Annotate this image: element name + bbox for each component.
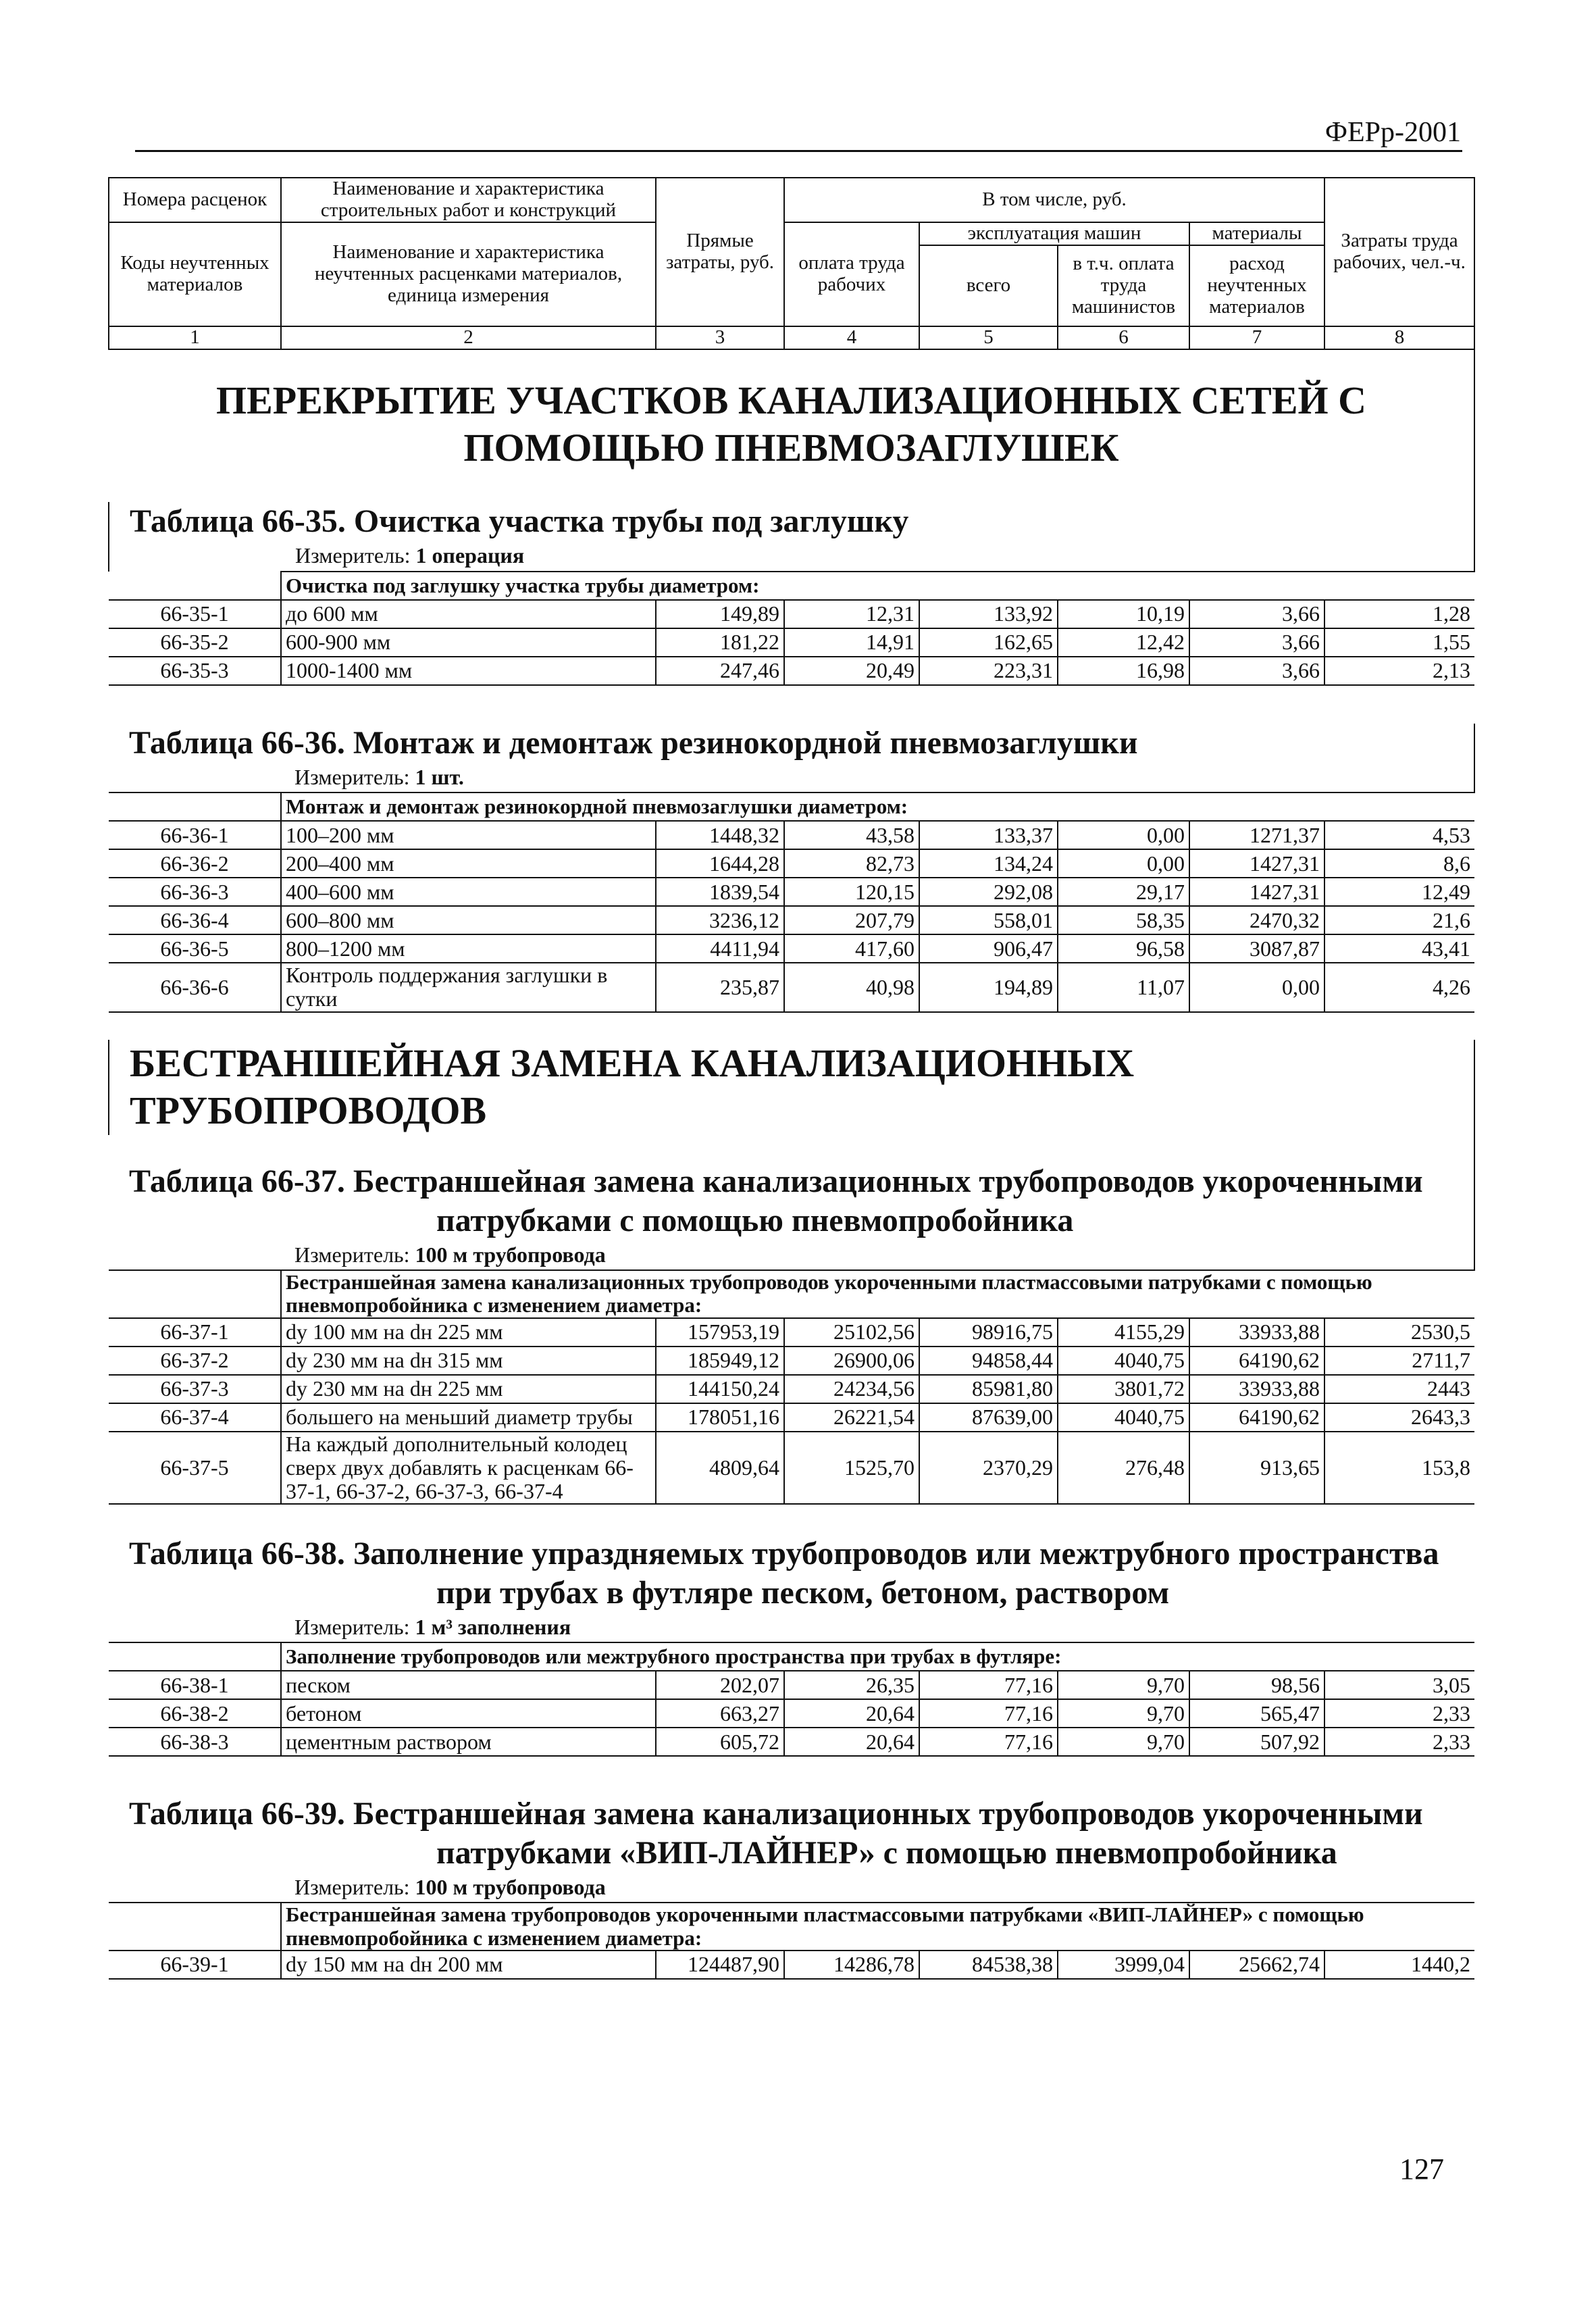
table-66-39-body [109,1951,1474,1979]
title-line-2: патрубками с помощью пневмопробойника [436,1202,1074,1238]
table-66-36-title: Таблица 66-36. Монтаж и демонтаж резинокордной пневмозаглушки [109,724,1474,763]
table-66-36-body [109,821,1474,1011]
cell-value: 43,41 [1324,934,1474,963]
rate-code: 66-36-3 [109,878,281,906]
work-name: Контроль поддержания заглушки в сутки [281,963,656,1011]
measure-value: 1 операция [415,543,525,568]
table-66-35-title: Таблица 66-35. Очистка участка трубы под заглушку [109,502,1474,541]
rate-code: 66-38-3 [109,1728,281,1756]
col-number: 2 [281,326,656,349]
cell-value: 906,47 [919,934,1058,963]
cell-value: 20,49 [784,657,919,685]
cell-value: 1839,54 [656,878,784,906]
cell-value: 3087,87 [1189,934,1324,963]
column-numbers-row [109,326,1474,349]
rate-code: 66-35-3 [109,657,281,685]
table-group-heading: Очистка под заглушку участка трубы диаметром: [281,572,1474,600]
cell-value: 3236,12 [656,906,784,934]
cell-value: 0,00 [1058,849,1189,878]
cell-value: 913,65 [1189,1432,1324,1505]
cell-value: 417,60 [784,934,919,963]
table-row [109,934,1474,963]
col-number: 3 [656,326,784,349]
table-66-37-body [109,1318,1474,1505]
col1-top-header: Номера расценок [109,178,281,222]
cell-value: 162,65 [919,628,1058,657]
rate-code: 66-36-1 [109,821,281,849]
cell-value: 21,6 [1324,906,1474,934]
rate-code: 66-37-1 [109,1318,281,1347]
cell-value: 4,53 [1324,821,1474,849]
cell-value: 235,87 [656,963,784,1011]
cell-value: 153,8 [1324,1432,1474,1505]
cell-value: 2,33 [1324,1699,1474,1728]
cell-value: 202,07 [656,1671,784,1699]
cell-value: 1,55 [1324,628,1474,657]
rate-code: 66-35-1 [109,600,281,628]
col-number: 4 [784,326,919,349]
measure-label: Измеритель: [294,1242,410,1267]
cell-value: 20,64 [784,1699,919,1728]
table-66-39-title [109,1794,1474,1872]
cell-value: 605,72 [656,1728,784,1756]
cell-value: 663,27 [656,1699,784,1728]
cell-value: 20,64 [784,1728,919,1756]
cell-value: 2530,5 [1324,1318,1474,1347]
cell-value: 276,48 [1058,1432,1189,1505]
cell-value: 43,58 [784,821,919,849]
table-row [109,1318,1474,1347]
cell-value: 185949,12 [656,1347,784,1375]
rate-code: 66-38-2 [109,1699,281,1728]
rate-code: 66-38-1 [109,1671,281,1699]
cell-value: 87639,00 [919,1403,1058,1432]
table-row [109,821,1474,849]
title-line-1: Таблица 66-39. Бестраншейная замена канализационных трубопроводов укороченными [129,1796,1423,1832]
rate-code: 66-36-4 [109,906,281,934]
cell-value: 4809,64 [656,1432,784,1505]
document-code: ФЕРр-2001 [1324,117,1461,148]
table-group-heading: Заполнение трубопроводов или межтрубного пространства при трубах в футляре: [281,1642,1474,1671]
measure-value: 1 шт. [415,764,464,789]
work-name: dу 230 мм на dн 315 мм [281,1347,656,1375]
cell-value: 64190,62 [1189,1347,1324,1375]
table-66-38-title [109,1534,1474,1612]
col-number: 7 [1189,326,1324,349]
col2-bottom-header: Наименование и характеристика неучтенных расценками материалов, единица измерения [281,222,656,326]
work-name: 400–600 мм [281,878,656,906]
cell-value: 26221,54 [784,1403,919,1432]
table-row [109,963,1474,1011]
cell-value: 558,01 [919,906,1058,934]
rate-code: 66-36-5 [109,934,281,963]
cell-value: 9,70 [1058,1728,1189,1756]
rate-code: 66-36-6 [109,963,281,1011]
rate-code: 66-37-5 [109,1432,281,1505]
cell-value: 3999,04 [1058,1951,1189,1979]
cell-value: 1525,70 [784,1432,919,1505]
cell-value: 292,08 [919,878,1058,906]
cell-value: 25102,56 [784,1318,919,1347]
cell-value: 2370,29 [919,1432,1058,1505]
col-number: 8 [1324,326,1474,349]
cell-value: 85981,80 [919,1375,1058,1403]
cell-value: 133,37 [919,821,1058,849]
col-number: 6 [1058,326,1189,349]
cell-value: 2470,32 [1189,906,1324,934]
cell-value: 11,07 [1058,963,1189,1011]
header-row-1 [109,178,1474,222]
measure-value: 100 м трубопровода [415,1874,606,1899]
cell-value: 77,16 [919,1699,1058,1728]
cell-value: 58,35 [1058,906,1189,934]
table-row [109,1671,1474,1699]
cell-value: 8,6 [1324,849,1474,878]
cell-value: 3,66 [1189,657,1324,685]
cell-value: 2711,7 [1324,1347,1474,1375]
work-name: 200–400 мм [281,849,656,878]
col7-header: расход неучтенных материалов [1189,245,1324,326]
cell-value: 1,28 [1324,600,1474,628]
cell-value: 4040,75 [1058,1347,1189,1375]
cell-value: 64190,62 [1189,1403,1324,1432]
cell-value: 12,42 [1058,628,1189,657]
col5-header: всего [919,245,1058,326]
cell-value: 1427,31 [1189,878,1324,906]
cell-value: 96,58 [1058,934,1189,963]
measure-label: Измеритель: [294,764,410,789]
cell-value: 84538,38 [919,1951,1058,1979]
cell-value: 2643,3 [1324,1403,1474,1432]
cell-value: 134,24 [919,849,1058,878]
cell-value: 2,13 [1324,657,1474,685]
table-row [109,849,1474,878]
cell-value: 33933,88 [1189,1318,1324,1347]
work-name: 800–1200 мм [281,934,656,963]
cell-value: 3,05 [1324,1671,1474,1699]
header-row-2 [109,222,1474,245]
cell-value: 2443 [1324,1375,1474,1403]
cell-value: 9,70 [1058,1699,1189,1728]
work-name: 600–800 мм [281,906,656,934]
section-title-2: БЕСТРАНШЕЙНАЯ ЗАМЕНА КАНАЛИЗАЦИОННЫХ ТРУБОПРОВОДОВ [109,1040,1474,1136]
title-line-2: при трубах в футляре песком, бетоном, раствором [436,1574,1170,1611]
cell-value: 1271,37 [1189,821,1324,849]
cell-value: 14286,78 [784,1951,919,1979]
cell-value: 124487,90 [656,1951,784,1979]
cell-value: 1448,32 [656,821,784,849]
cell-value: 25662,74 [1189,1951,1324,1979]
breakdown-group-header: В том числе, руб. [784,178,1324,222]
work-name: На каждый дополнительный колодец сверх двух добавлять к расценкам 66-37-1, 66-37-2, 66-37-3, 66-37-4 [281,1432,656,1505]
header-rule [135,150,1462,152]
page-number: 127 [1399,2153,1444,2186]
work-name: бетоном [281,1699,656,1728]
work-name: до 600 мм [281,600,656,628]
cell-value: 181,22 [656,628,784,657]
cell-value: 149,89 [656,600,784,628]
cell-value: 26900,06 [784,1347,919,1375]
table-row [109,1728,1474,1756]
table-row [109,1403,1474,1432]
col8-header: Затраты труда рабочих, чел.-ч. [1324,178,1474,326]
work-name: большего на меньший диаметр трубы [281,1403,656,1432]
col-number: 5 [919,326,1058,349]
work-name: dу 100 мм на dн 225 мм [281,1318,656,1347]
cell-value: 0,00 [1058,821,1189,849]
work-name: 1000-1400 мм [281,657,656,685]
cell-value: 247,46 [656,657,784,685]
table-row [109,1375,1474,1403]
cell-value: 1644,28 [656,849,784,878]
machines-group-header: эксплуатация машин [919,222,1189,245]
table-group-heading: Бестраншейная замена канализационных трубопроводов укороченными пластмассовыми патрубками с помощью пневмопробойника с изменением диаметра: [281,1270,1474,1317]
work-name: песком [281,1671,656,1699]
col3-header: Прямые затраты, руб. [656,178,784,326]
measure-label: Измеритель: [294,1874,410,1899]
rate-code: 66-37-4 [109,1403,281,1432]
title-line-2: патрубками «ВИП-ЛАЙНЕР» с помощью пневмопробойника [436,1834,1337,1871]
cell-value: 2,33 [1324,1728,1474,1756]
table-row [109,657,1474,685]
rate-code: 66-39-1 [109,1951,281,1979]
cell-value: 82,73 [784,849,919,878]
cell-value: 29,17 [1058,878,1189,906]
cell-value: 3,66 [1189,628,1324,657]
title-line-1: Таблица 66-37. Бестраншейная замена канализационных трубопроводов укороченными [129,1163,1423,1200]
table-row [109,906,1474,934]
cell-value: 194,89 [919,963,1058,1011]
rate-code: 66-36-2 [109,849,281,878]
measure-value: 1 м³ заполнения [415,1614,571,1639]
cell-value: 157953,19 [656,1318,784,1347]
cell-value: 12,49 [1324,878,1474,906]
rate-code: 66-35-2 [109,628,281,657]
cell-value: 9,70 [1058,1671,1189,1699]
cell-value: 507,92 [1189,1728,1324,1756]
cell-value: 4,26 [1324,963,1474,1011]
cell-value: 98916,75 [919,1318,1058,1347]
cell-value: 26,35 [784,1671,919,1699]
cell-value: 4155,29 [1058,1318,1189,1347]
measure-label: Измеритель: [295,543,411,568]
table-group-heading: Монтаж и демонтаж резинокордной пневмозаглушки диаметром: [281,793,1474,821]
col1-bottom-header: Коды неучтенных материалов [109,222,281,326]
table-row [109,1347,1474,1375]
cell-value: 207,79 [784,906,919,934]
section-title-1: ПЕРЕКРЫТИЕ УЧАСТКОВ КАНАЛИЗАЦИОННЫХ СЕТЕЙ С ПОМОЩЬЮ ПНЕВМОЗАГЛУШЕК [109,377,1474,473]
title-line-1: Таблица 66-38. Заполнение упраздняемых трубопроводов или межтрубного пространства [129,1536,1439,1572]
work-name: 600-900 мм [281,628,656,657]
rate-code: 66-37-3 [109,1375,281,1403]
table-row [109,600,1474,628]
cell-value: 33933,88 [1189,1375,1324,1403]
cell-value: 16,98 [1058,657,1189,685]
cell-value: 94858,44 [919,1347,1058,1375]
cell-value: 1440,2 [1324,1951,1474,1979]
cell-value: 565,47 [1189,1699,1324,1728]
table-row [109,878,1474,906]
col-number: 1 [109,326,281,349]
cell-value: 0,00 [1189,963,1324,1011]
measure-label: Измеритель: [294,1614,410,1639]
table-row [109,1699,1474,1728]
table-row [109,1432,1474,1505]
work-name: цементным раствором [281,1728,656,1756]
cell-value: 3,66 [1189,600,1324,628]
table-66-38-body [109,1671,1474,1756]
cell-value: 223,31 [919,657,1058,685]
cell-value: 3801,72 [1058,1375,1189,1403]
rate-code: 66-37-2 [109,1347,281,1375]
col2-top-header: Наименование и характеристика строительных работ и конструкций [281,178,656,222]
cell-value: 40,98 [784,963,919,1011]
cell-value: 1427,31 [1189,849,1324,878]
cell-value: 4411,94 [656,934,784,963]
rates-frame [108,177,1474,1980]
cell-value: 24234,56 [784,1375,919,1403]
table-row [109,1951,1474,1979]
cell-value: 133,92 [919,600,1058,628]
table-66-37-title [109,1162,1474,1240]
table-group-heading: Бестраншейная замена трубопроводов укороченными пластмассовыми патрубками «ВИП-ЛАЙНЕР» с помощью пневмопробойника с изменением диаметра: [281,1903,1474,1950]
cell-value: 4040,75 [1058,1403,1189,1432]
table-row [109,628,1474,657]
cell-value: 120,15 [784,878,919,906]
cell-value: 144150,24 [656,1375,784,1403]
work-name: dу 230 мм на dн 225 мм [281,1375,656,1403]
work-name: 100–200 мм [281,821,656,849]
cell-value: 12,31 [784,600,919,628]
cell-value: 10,19 [1058,600,1189,628]
cell-value: 98,56 [1189,1671,1324,1699]
col6-header: в т.ч. оплата труда машинистов [1058,245,1189,326]
materials-group-header: материалы [1189,222,1324,245]
work-name: dу 150 мм на dн 200 мм [281,1951,656,1979]
table-66-35-body [109,600,1474,685]
cell-value: 77,16 [919,1671,1058,1699]
col4-header: оплата труда рабочих [784,222,919,326]
rates-table [108,177,1475,1980]
cell-value: 178051,16 [656,1403,784,1432]
cell-value: 77,16 [919,1728,1058,1756]
measure-value: 100 м трубопровода [415,1242,606,1267]
cell-value: 14,91 [784,628,919,657]
